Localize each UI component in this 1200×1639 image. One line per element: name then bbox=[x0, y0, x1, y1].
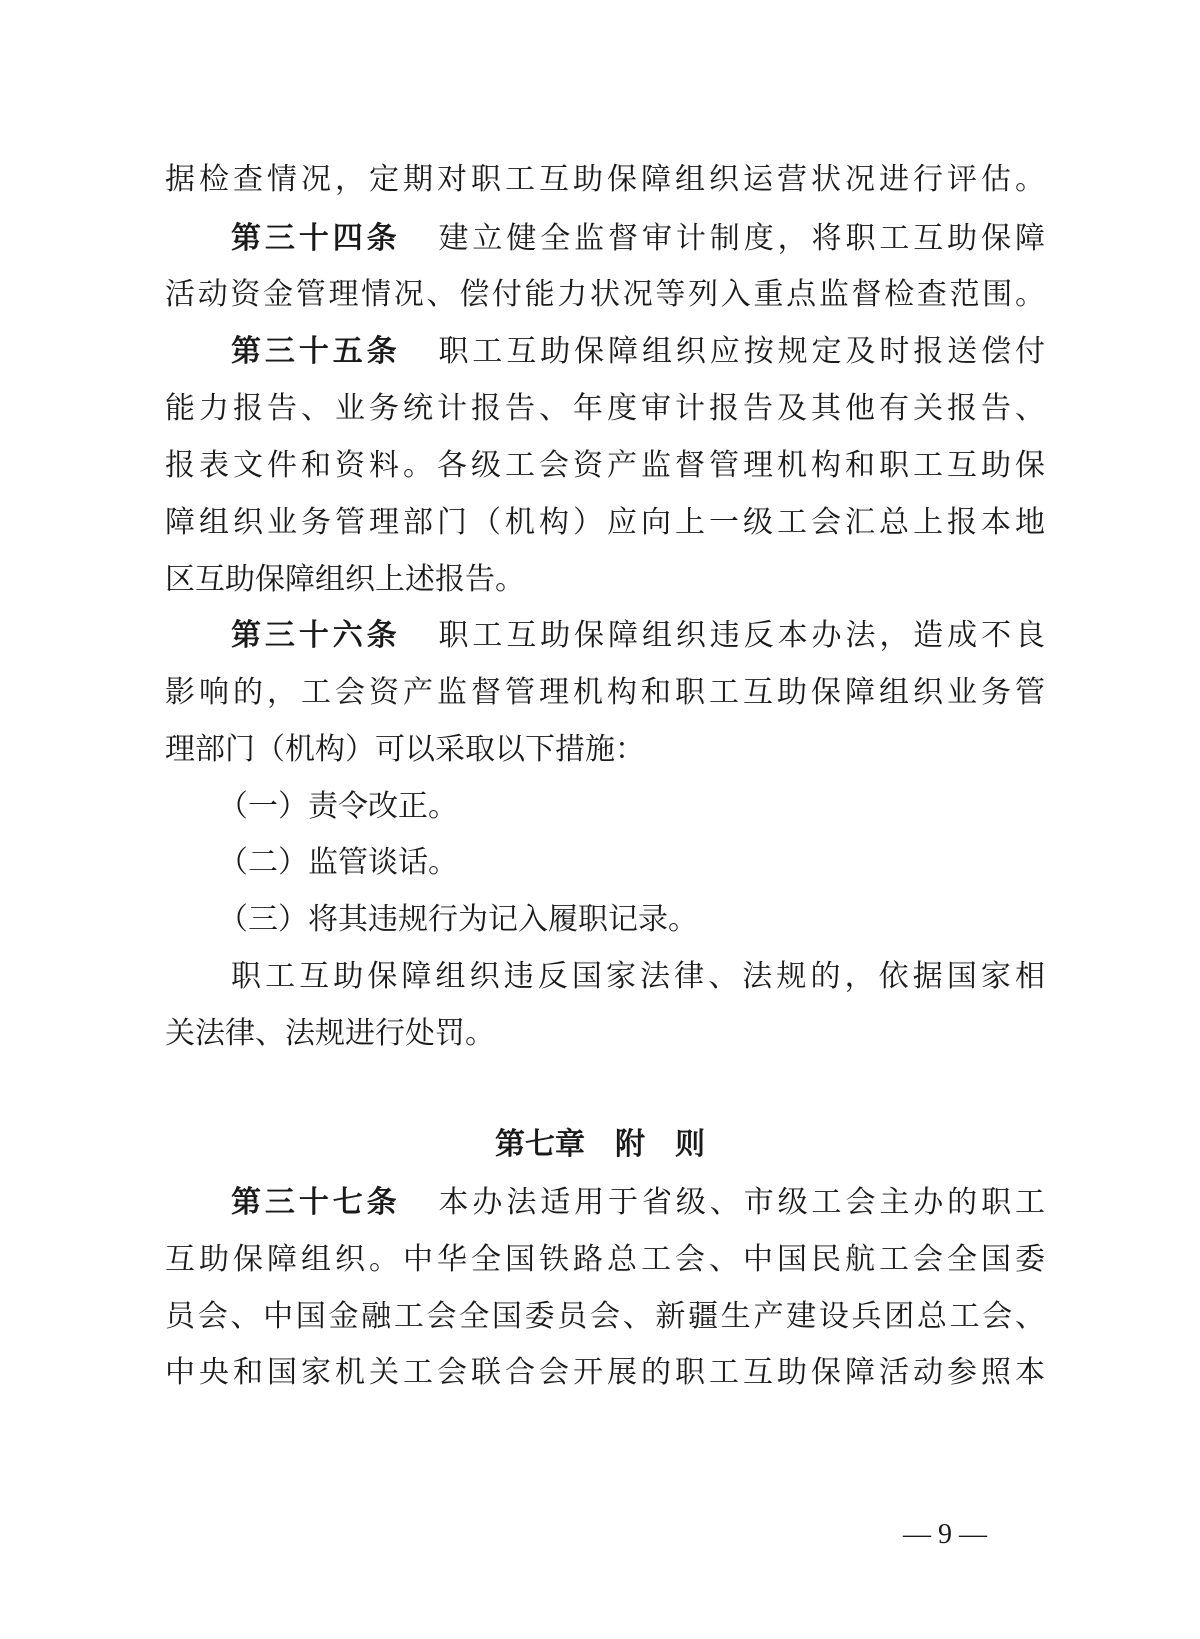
body-text-line: 报表文件和资料。各级工会资产监督管理机构和职工互助保 bbox=[165, 448, 1045, 483]
article-36-text: 职工互助保障组织违反本办法，造成不良 bbox=[434, 618, 1045, 653]
list-item: （二）监管谈话。 bbox=[218, 845, 458, 880]
body-text-line: 能力报告、业务统计报告、年度审计报告及其他有关报告、 bbox=[165, 391, 1045, 426]
article-37-line bbox=[231, 1183, 1045, 1223]
body-text-line: 互助保障组织。中华全国铁路总工会、中国民航工会全国委 bbox=[165, 1242, 1045, 1277]
list-item: （一）责令改正。 bbox=[218, 789, 458, 824]
list-item: （三）将其违规行为记入履职记录。 bbox=[218, 902, 698, 937]
article-34-heading: 第三十四条 bbox=[231, 221, 401, 256]
body-text-line: 活动资金管理情况、偿付能力状况等列入重点监督检查范围。 bbox=[165, 277, 1045, 312]
article-34-text: 建立健全监督审计制度，将职工互助保障 bbox=[434, 221, 1045, 256]
chapter-heading: 第七章 附 则 bbox=[495, 1127, 705, 1162]
body-text-line: 区互助保障组织上述报告。 bbox=[165, 562, 525, 597]
body-text-line: 中央和国家机关工会联合会开展的职工互助保障活动参照本 bbox=[165, 1355, 1045, 1390]
body-text-line: 职工互助保障组织违反国家法律、法规的，依据国家相 bbox=[231, 959, 1045, 994]
body-text-line: 据检查情况，定期对职工互助保障组织运营状况进行评估。 bbox=[165, 162, 1045, 197]
body-text-line: 影响的，工会资产监督管理机构和职工互助保障组织业务管 bbox=[165, 675, 1045, 710]
body-text-line: 关法律、法规进行处罚。 bbox=[165, 1016, 495, 1051]
article-35-text: 职工互助保障组织应按规定及时报送偿付 bbox=[434, 334, 1045, 369]
article-35-heading: 第三十五条 bbox=[231, 334, 401, 369]
body-text-line: 理部门（机构）可以采取以下措施： bbox=[165, 732, 645, 767]
article-37-text: 本办法适用于省级、市级工会主办的职工 bbox=[434, 1185, 1045, 1220]
article-36-heading: 第三十六条 bbox=[231, 618, 401, 653]
article-34-line bbox=[231, 219, 1045, 259]
article-35-line bbox=[231, 332, 1045, 372]
body-text-line: 员会、中国金融工会全国委员会、新疆生产建设兵团总工会、 bbox=[165, 1299, 1045, 1334]
article-37-heading: 第三十七条 bbox=[231, 1185, 401, 1220]
page-number: — 9 — bbox=[903, 1519, 987, 1550]
article-36-line bbox=[231, 616, 1045, 656]
body-text-line: 障组织业务管理部门（机构）应向上一级工会汇总上报本地 bbox=[165, 505, 1045, 540]
